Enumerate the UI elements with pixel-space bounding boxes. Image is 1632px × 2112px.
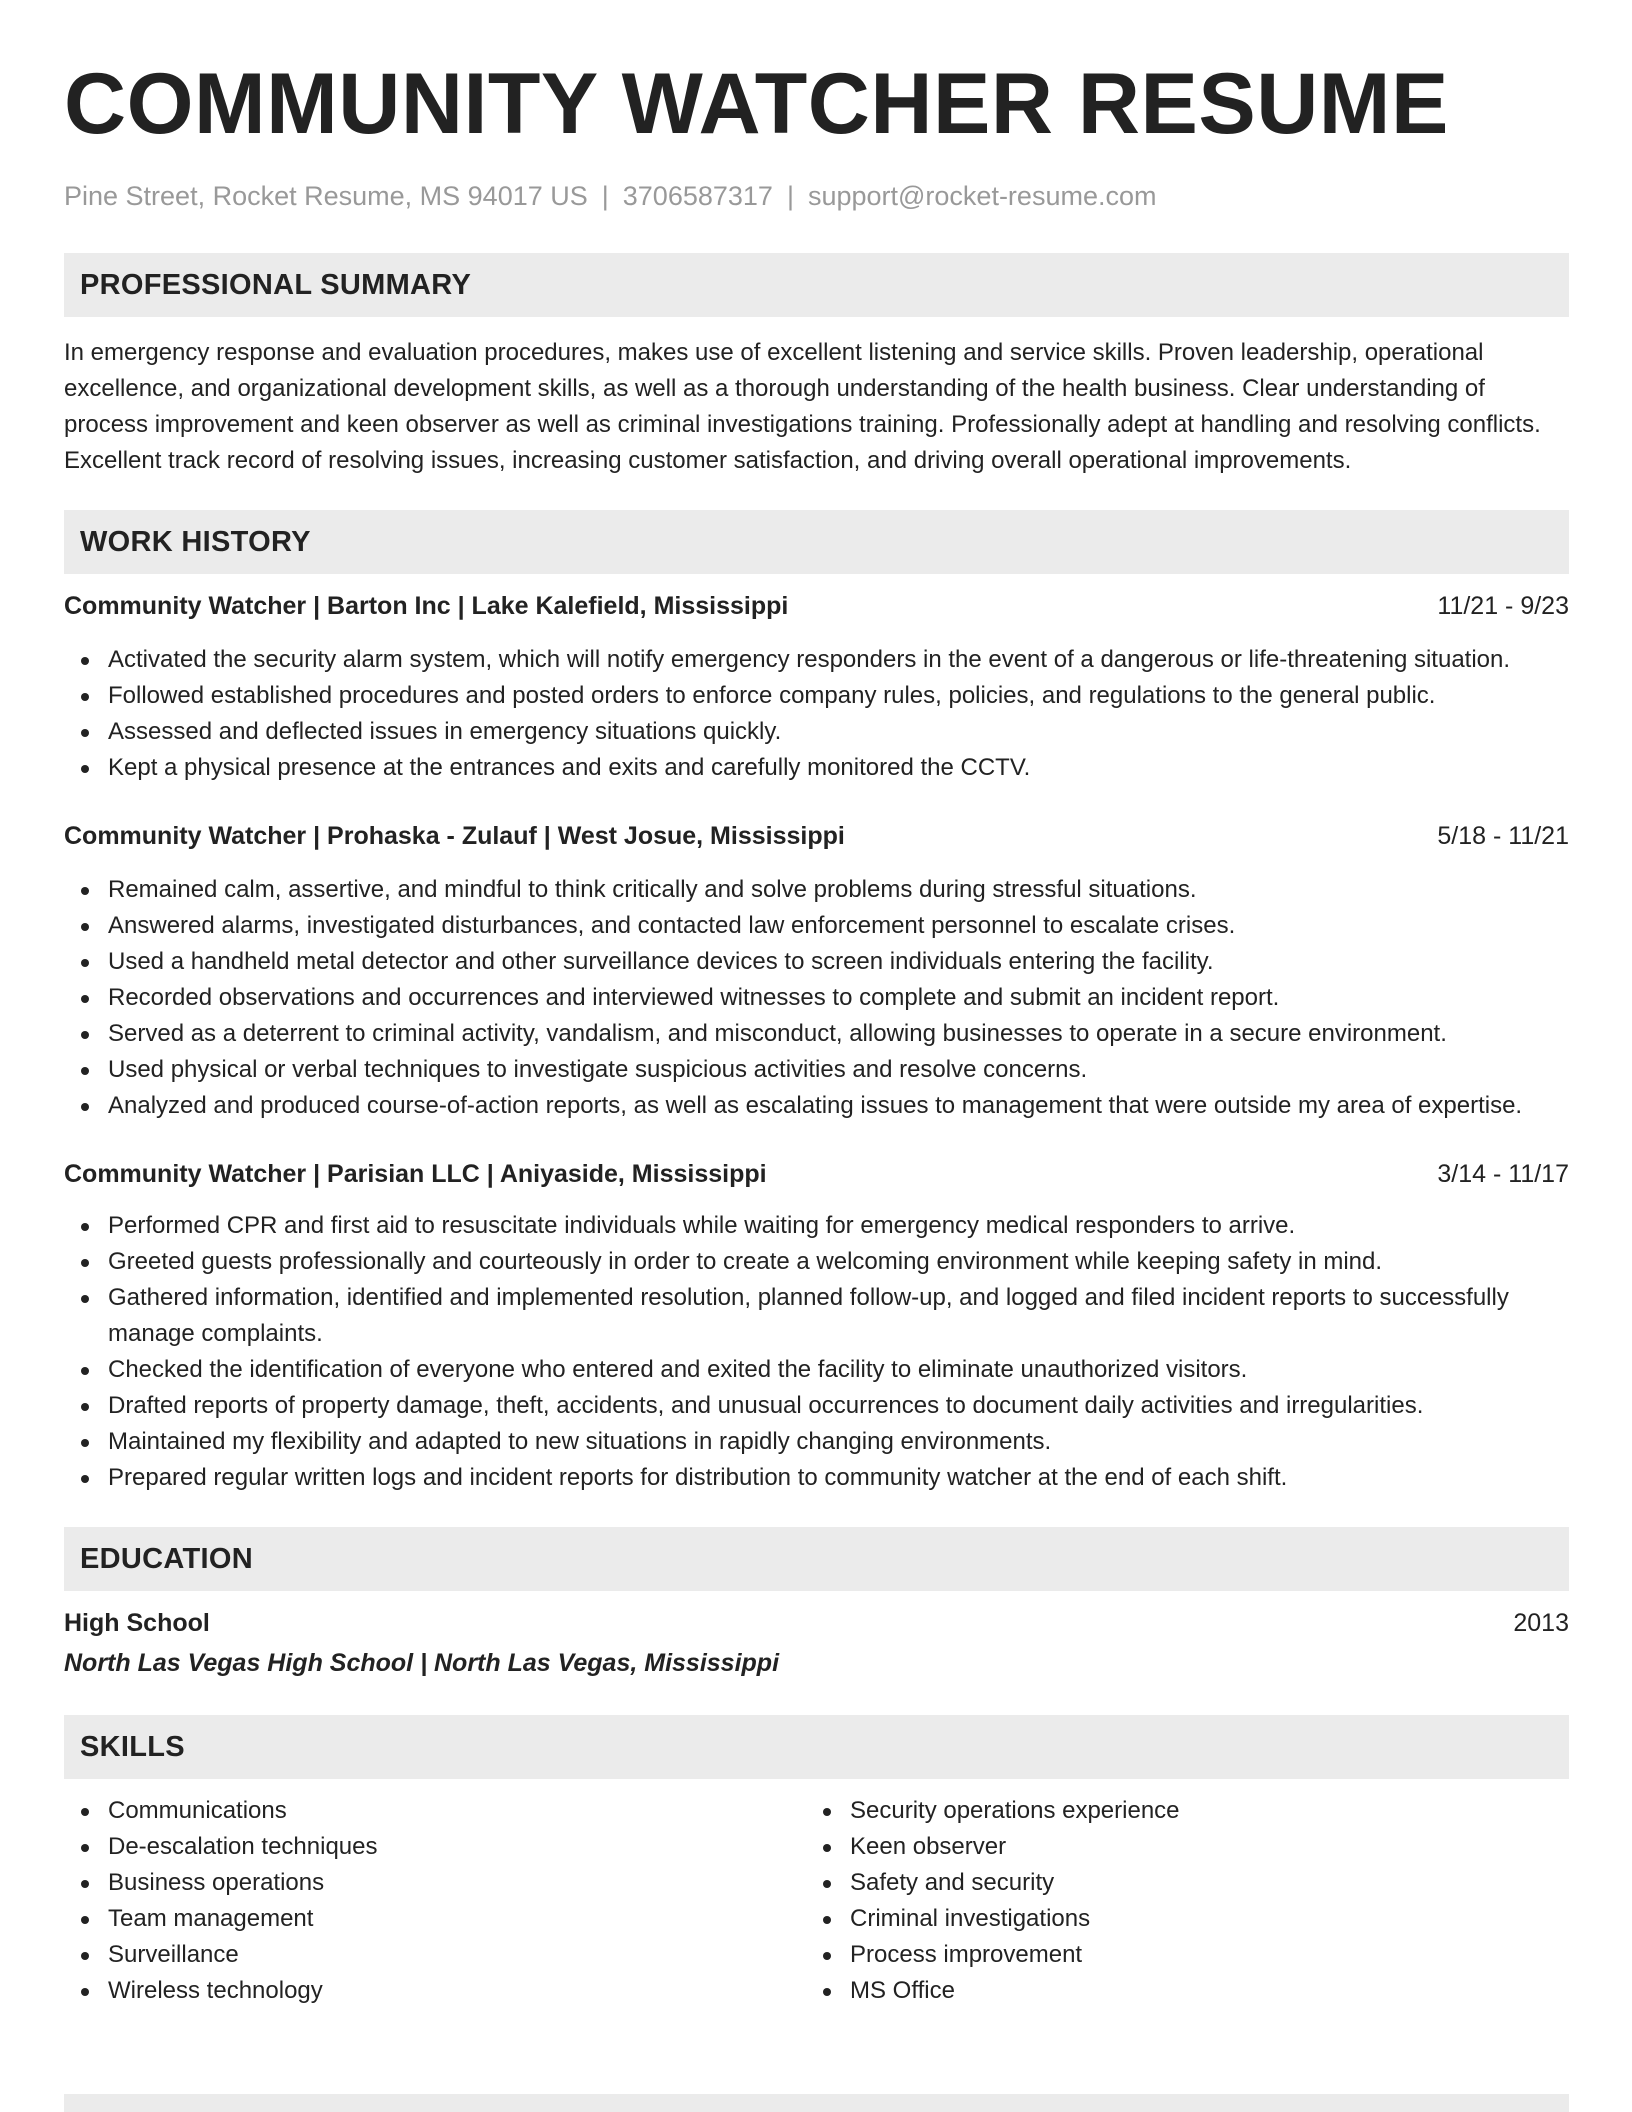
job-dates: 5/18 - 11/21 [1437,822,1569,850]
job-bullet: Kept a physical presence at the entrances and exits and carefully monitored the CCTV. [64,750,1569,786]
contact-separator: | [786,181,794,211]
job-bullet: Performed CPR and first aid to resuscitate individuals while waiting for emergency medical responders to arrive. [64,1208,1569,1244]
skill-item: Process improvement [806,1937,1548,1973]
contact-separator: | [601,181,609,211]
job-bullet: Answered alarms, investigated disturbances, and contacted law enforcement personnel to escalate crises. [64,908,1569,944]
contact-email[interactable]: support@rocket-resume.com [807,181,1157,211]
resume-title: COMMUNITY WATCHER RESUME [64,56,1449,152]
job-bullet: Activated the security alarm system, which will notify emergency responders in the event of a dangerous or life-threatening situation. [64,642,1569,678]
job-dates: 3/14 - 11/17 [1437,1160,1569,1188]
skill-item: Surveillance [64,1937,806,1973]
job-header [64,818,1569,854]
job-bullets [64,1208,1569,1496]
skill-item: Wireless technology [64,1973,806,2009]
job-bullet: Used a handheld metal detector and other surveillance devices to screen individuals entering the facility. [64,944,1569,980]
job-bullet: Analyzed and produced course-of-action reports, as well as escalating issues to management that were outside my area of expertise. [64,1088,1569,1124]
job-bullet: Assessed and deflected issues in emergency situations quickly. [64,714,1569,750]
skill-item: Team management [64,1901,806,1937]
section-header-skills: SKILLS [64,1715,1569,1779]
skill-item: MS Office [806,1973,1548,2009]
job-header [64,1156,1569,1192]
section-header-education: EDUCATION [64,1527,1569,1591]
skills-grid [64,1793,1569,2009]
job-bullet: Recorded observations and occurrences and interviewed witnesses to complete and submit an incident report. [64,980,1569,1016]
job-bullet: Followed established procedures and posted orders to enforce company rules, policies, and regulations to the general public. [64,678,1569,714]
section-header-summary: PROFESSIONAL SUMMARY [64,253,1569,317]
contact-line [64,178,1569,214]
section-header-work-history: WORK HISTORY [64,510,1569,574]
job-entry [64,818,1569,1124]
job-bullet: Prepared regular written logs and incident reports for distribution to community watcher at the end of each shift. [64,1460,1569,1496]
education-school: North Las Vegas High School | North Las Vegas, Mississippi [64,1649,780,1677]
skill-item: Security operations experience [806,1793,1548,1829]
job-header [64,588,1569,624]
job-bullets [64,642,1569,786]
skill-item: Keen observer [806,1829,1548,1865]
job-entry [64,1156,1569,1496]
next-section-header-band [64,2094,1569,2112]
skill-item: Safety and security [806,1865,1548,1901]
contact-address: Pine Street, Rocket Resume, MS 94017 US [64,181,588,211]
skill-item: Communications [64,1793,806,1829]
job-bullet: Maintained my flexibility and adapted to new situations in rapidly changing environments. [64,1424,1569,1460]
skills-column-right [806,1793,1548,2009]
job-title: Community Watcher | Barton Inc | Lake Kalefield, Mississippi [64,592,789,620]
education-degree: High School [64,1609,210,1637]
skill-item: De-escalation techniques [64,1829,806,1865]
job-bullet: Checked the identification of everyone who entered and exited the facility to eliminate unauthorized visitors. [64,1352,1569,1388]
skill-item: Business operations [64,1865,806,1901]
job-bullets [64,872,1569,1124]
skill-item: Criminal investigations [806,1901,1548,1937]
contact-phone: 3706587317 [622,181,773,211]
job-bullet: Greeted guests professionally and courteously in order to create a welcoming environment while keeping safety in mind. [64,1244,1569,1280]
skills-list [64,1793,806,2009]
education-header [64,1605,1569,1641]
education-year: 2013 [1513,1609,1569,1637]
skills-list [806,1793,1548,2009]
job-bullet: Served as a deterrent to criminal activity, vandalism, and misconduct, allowing businesses to operate in a secure environment. [64,1016,1569,1052]
job-entry [64,588,1569,786]
job-dates: 11/21 - 9/23 [1437,592,1569,620]
job-bullet: Remained calm, assertive, and mindful to think critically and solve problems during stressful situations. [64,872,1569,908]
resume-page [64,0,1569,2009]
job-bullet: Used physical or verbal techniques to investigate suspicious activities and resolve concerns. [64,1052,1569,1088]
skills-column-left [64,1793,806,2009]
summary-text: In emergency response and evaluation procedures, makes use of excellent listening and service skills. Proven leadership, operational excellence, and organizational development skills, as well as a thorough understanding of the health business. Clear understanding of process improvement and keen observer as well as criminal investigations training. Professionally adept at handling and resolving conflicts. Excellent track record of resolving issues, increasing customer satisfaction, and driving overall operational improvements. [64,339,1541,474]
job-bullet: Drafted reports of property damage, theft, accidents, and unusual occurrences to document daily activities and irregularities. [64,1388,1569,1424]
job-title: Community Watcher | Prohaska - Zulauf | West Josue, Mississippi [64,822,845,850]
job-title: Community Watcher | Parisian LLC | Aniyaside, Mississippi [64,1160,767,1188]
job-bullet: Gathered information, identified and implemented resolution, planned follow-up, and logged and filed incident reports to successfully manage complaints. [64,1280,1569,1352]
